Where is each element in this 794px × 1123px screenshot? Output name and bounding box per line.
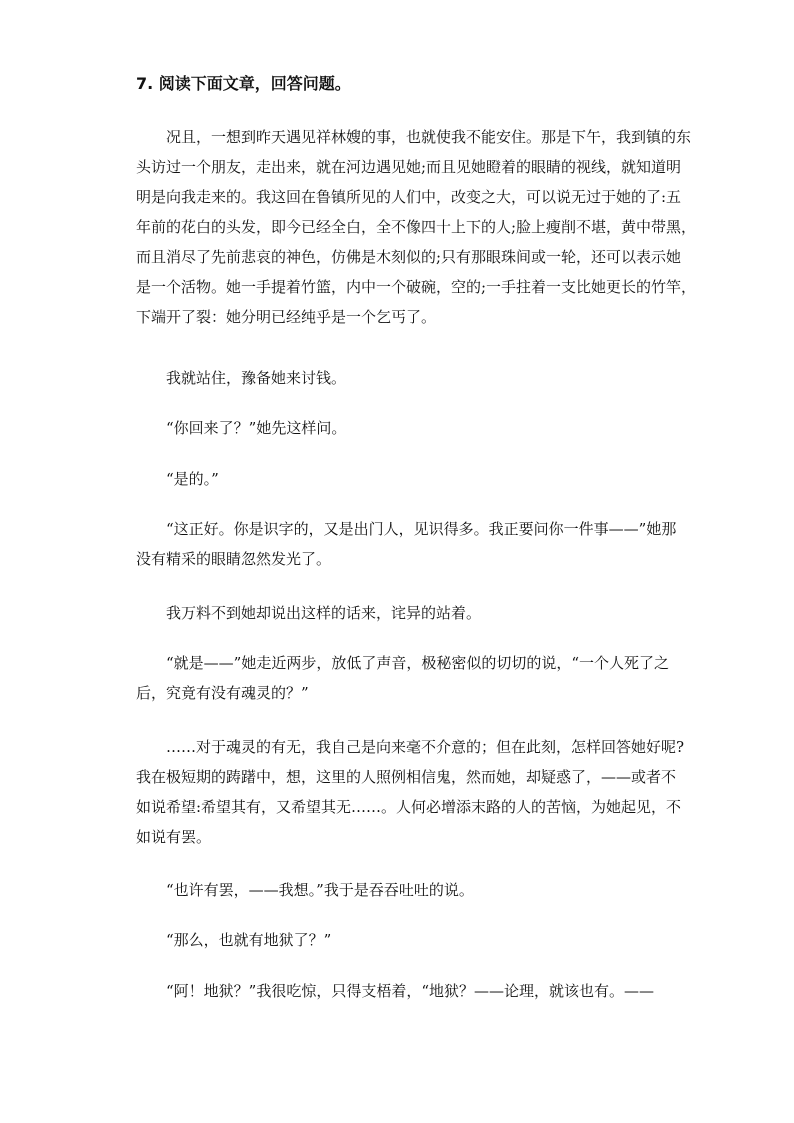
paragraph-10: [136, 925, 660, 955]
paragraph-line: 是一个活物。她一手提着竹篮，内中一个破碗，空的;一手拄着一支比她更长的竹竿，: [136, 278, 697, 296]
paragraph-line: 我就站住，豫备她来讨钱。: [166, 369, 347, 387]
paragraph-11: [136, 976, 660, 1006]
paragraph-line: 后，究竟有没有魂灵的？”: [136, 684, 309, 702]
paragraph-6: [136, 598, 660, 628]
paragraph-line: ……对于魂灵的有无，我自己是向来毫不介意的；但在此刻，怎样回答她好呢?: [166, 738, 685, 756]
paragraph-3: [136, 413, 660, 443]
paragraph-line: 如说希望:希望其有，又希望其无……。人何必增添末路的人的苦恼，为她起见，不: [136, 798, 682, 816]
paragraph-9: [136, 875, 660, 905]
question-heading: 7. 阅读下面文章，回答问题。: [136, 74, 351, 93]
paragraph-4: [136, 464, 660, 494]
paragraph-line: “也许有罢，——我想。”我于是吞吞吐吐的说。: [166, 881, 474, 899]
paragraph-line: 明是向我走来的。我这回在鲁镇所见的人们中，改变之大，可以说无过于她的了:五: [136, 188, 682, 206]
paragraph-line: “你回来了？”她先这样问。: [166, 419, 347, 437]
paragraph-line: 况且，一想到昨天遇见祥林嫂的事，也就使我不能安住。那是下午，我到镇的东: [166, 128, 692, 146]
paragraph-line: “阿！地狱？”我很吃惊，只得支梧着，“地狱？——论理，就该也有。——: [166, 982, 655, 1000]
paragraph-line: 如说有罢。: [136, 828, 212, 846]
paragraph-5: [136, 514, 677, 574]
paragraph-line: “是的。”: [166, 470, 219, 488]
paragraph-7: [136, 648, 670, 708]
paragraph-1: [136, 122, 697, 332]
paragraph-line: 年前的花白的头发，即今已经全白，全不像四十上下的人;脸上瘦削不堪，黄中带黑，: [136, 218, 697, 236]
paragraph-line: 头访过一个朋友，走出来，就在河边遇见她;而且见她瞪着的眼睛的视线，就知道明: [136, 158, 682, 176]
paragraph-2: [136, 363, 660, 393]
paragraph-8: [136, 732, 685, 852]
paragraph-line: “就是——”她走近两步，放低了声音，极秘密似的切切的说，“一个人死了之: [166, 654, 670, 672]
paragraph-line: “这正好。你是识字的，又是出门人，见识得多。我正要问你一件事——”她那: [166, 520, 677, 538]
paragraph-line: 我在极短期的踌躇中，想，这里的人照例相信鬼，然而她，却疑惑了，——或者不: [136, 768, 677, 786]
paragraph-line: 下端开了裂：她分明已经纯乎是一个乞丐了。: [136, 308, 437, 326]
paragraph-line: 没有精采的眼睛忽然发光了。: [136, 550, 332, 568]
paragraph-line: 而且消尽了先前悲哀的神色，仿佛是木刻似的;只有那眼珠间或一轮，还可以表示她: [136, 248, 682, 266]
paragraph-line: “那么，也就有地狱了？”: [166, 931, 332, 949]
paragraph-line: 我万料不到她却说出这样的话来，诧异的站着。: [166, 604, 482, 622]
